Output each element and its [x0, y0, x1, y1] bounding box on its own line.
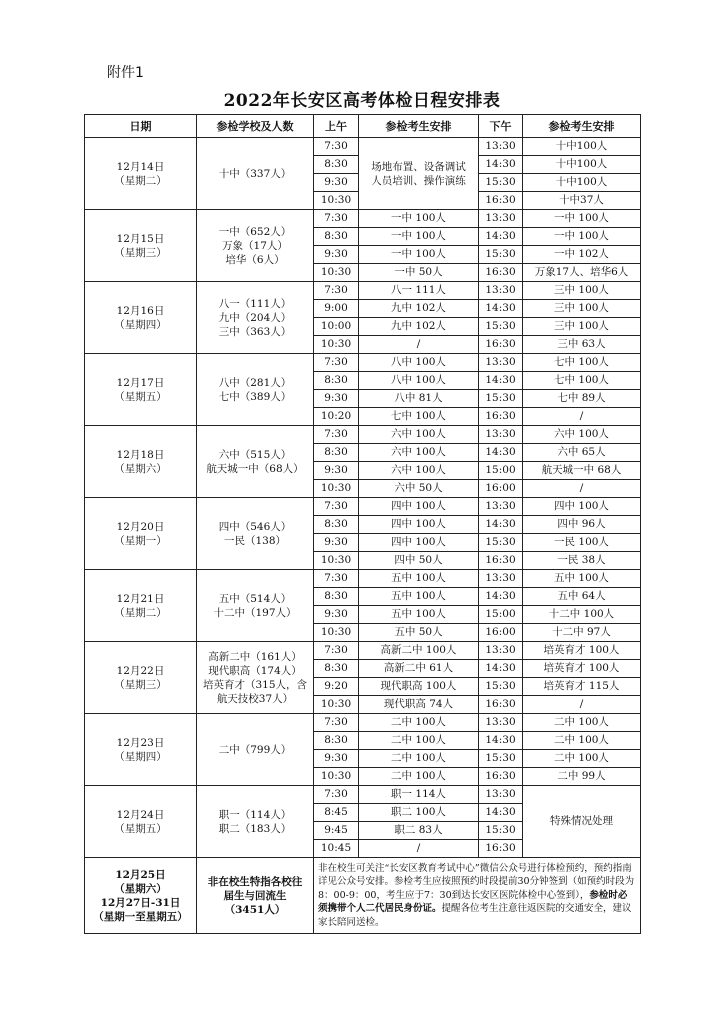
- pm-time: 15:00: [479, 606, 523, 624]
- pm-time: 16:30: [479, 840, 523, 858]
- pm-arrangement: 三中 100人: [523, 300, 641, 318]
- date: 12月18日: [116, 448, 165, 461]
- am-arrangement: 六中 100人: [359, 462, 479, 480]
- am-time: 8:30: [314, 516, 359, 534]
- date: 12月23日: [116, 736, 165, 749]
- table-row: [85, 426, 641, 444]
- last-count: （3451人）: [224, 903, 286, 916]
- schools-cell: [197, 282, 314, 354]
- pm-time: 14:30: [479, 372, 523, 390]
- pm-arrangement: 一民 100人: [523, 534, 641, 552]
- schools-cell: [197, 138, 314, 210]
- am-time: 9:00: [314, 300, 359, 318]
- schools-cell: [197, 426, 314, 498]
- table-row: [85, 714, 641, 732]
- pm-arrangement: 航天城一中 68人: [523, 462, 641, 480]
- am-time: 8:45: [314, 804, 359, 822]
- school-entry: 万象（17人）: [222, 239, 288, 252]
- school-entry: 一民（138）: [223, 534, 287, 547]
- date-cell: [85, 786, 197, 858]
- pm-time: 14:30: [479, 156, 523, 174]
- date: 12月24日: [116, 808, 165, 821]
- am-time: 10:45: [314, 840, 359, 858]
- school-entry: 五中（514人）: [218, 592, 292, 605]
- last-date2: 12月27日-31日: [100, 896, 181, 909]
- pm-time: 13:30: [479, 714, 523, 732]
- pm-time: 16:00: [479, 624, 523, 642]
- note-part-c: 提醒各位考生注意往返医院的交通安全，建议家长陪同送检。: [318, 903, 632, 928]
- pm-arrangement: 四中 100人: [523, 498, 641, 516]
- am-arrangement: 职二 83人: [359, 822, 479, 840]
- am-arrangement: 五中 100人: [359, 606, 479, 624]
- table-row: [85, 138, 641, 156]
- pm-time: 16:30: [479, 696, 523, 714]
- pm-merged-note: 特殊情况处理: [523, 786, 641, 858]
- am-time: 10:30: [314, 264, 359, 282]
- pm-time: 14:30: [479, 804, 523, 822]
- pm-time: 15:30: [479, 174, 523, 192]
- am-time: 8:30: [314, 732, 359, 750]
- am-time: 9:30: [314, 462, 359, 480]
- pm-arrangement: 十中100人: [523, 156, 641, 174]
- am-time: 7:30: [314, 210, 359, 228]
- weekday: （星期五）: [114, 822, 167, 835]
- school-entry: 七中（389人）: [218, 390, 292, 403]
- pm-arrangement: 二中 99人: [523, 768, 641, 786]
- am-time: 9:30: [314, 174, 359, 192]
- date: 12月20日: [116, 520, 165, 533]
- pm-arrangement: 培英育才 115人: [523, 678, 641, 696]
- table-row: [85, 354, 641, 372]
- pm-arrangement: 一中 100人: [523, 228, 641, 246]
- am-arrangement: 现代职高 100人: [359, 678, 479, 696]
- pm-arrangement: 万象17人、培华6人: [523, 264, 641, 282]
- am-time: 9:30: [314, 246, 359, 264]
- am-arrangement: 职一 114人: [359, 786, 479, 804]
- am-arrangement: 一中 50人: [359, 264, 479, 282]
- schools-cell: [197, 714, 314, 786]
- am-arrangement: 六中 100人: [359, 426, 479, 444]
- am-arrangement: 九中 102人: [359, 300, 479, 318]
- am-arrangement: 高新二中 100人: [359, 642, 479, 660]
- school-entry: 十中（337人）: [218, 167, 292, 180]
- am-time: 10:30: [314, 480, 359, 498]
- am-arrangement: 四中 100人: [359, 498, 479, 516]
- pm-time: 13:30: [479, 642, 523, 660]
- header-row: [85, 115, 641, 138]
- pm-arrangement: 二中 100人: [523, 750, 641, 768]
- school-entry: 高新二中（161人）: [208, 650, 302, 663]
- pm-time: 16:30: [479, 264, 523, 282]
- pm-time: 15:30: [479, 318, 523, 336]
- header-date: 日期: [85, 115, 197, 138]
- header-am-arrangement: 参检考生安排: [359, 115, 479, 138]
- school-entry: 四中（546人）: [218, 520, 292, 533]
- date: 12月14日: [116, 160, 165, 173]
- am-time: 10:00: [314, 318, 359, 336]
- am-time: 8:30: [314, 372, 359, 390]
- header-pm: 下午: [479, 115, 523, 138]
- pm-arrangement: /: [523, 408, 641, 426]
- pm-arrangement: 一中 102人: [523, 246, 641, 264]
- school-entry: 六中（515人）: [218, 448, 292, 461]
- school-entry: 十二中（197人）: [213, 606, 297, 619]
- school-entry: 航天技校37人）: [216, 692, 294, 705]
- am-arrangement: 六中 100人: [359, 444, 479, 462]
- am-arrangement: 五中 100人: [359, 570, 479, 588]
- am-time: 7:30: [314, 426, 359, 444]
- table-row: [85, 570, 641, 588]
- date-cell: [85, 714, 197, 786]
- pm-time: 13:30: [479, 210, 523, 228]
- weekday: （星期五）: [114, 390, 167, 403]
- am-arrangement: 四中 100人: [359, 534, 479, 552]
- pm-time: 14:30: [479, 588, 523, 606]
- last-date-cell: [85, 858, 197, 934]
- am-time: 8:30: [314, 228, 359, 246]
- pm-time: 15:00: [479, 462, 523, 480]
- schools-cell: [197, 570, 314, 642]
- am-time: 8:30: [314, 660, 359, 678]
- weekday: （星期三）: [114, 678, 167, 691]
- am-arrangement: 高新二中 61人: [359, 660, 479, 678]
- am-arrangement: 二中 100人: [359, 714, 479, 732]
- pm-time: 14:30: [479, 444, 523, 462]
- schools-cell: [197, 498, 314, 570]
- last-weekday1: （星期六）: [114, 882, 167, 895]
- weekday: （星期四）: [114, 318, 167, 331]
- am-time: 7:30: [314, 714, 359, 732]
- pm-arrangement: 十二中 100人: [523, 606, 641, 624]
- pm-time: 15:30: [479, 822, 523, 840]
- am-arrangement: 一中 100人: [359, 210, 479, 228]
- header-am: 上午: [314, 115, 359, 138]
- am-arrangement: /: [359, 840, 479, 858]
- date-cell: [85, 138, 197, 210]
- pm-time: 15:30: [479, 678, 523, 696]
- school-entry: 培华（6人）: [225, 253, 285, 266]
- am-time: 9:45: [314, 822, 359, 840]
- am-time: 9:30: [314, 534, 359, 552]
- pm-time: 16:30: [479, 768, 523, 786]
- pm-arrangement: 三中 63人: [523, 336, 641, 354]
- am-arrangement: 八一 111人: [359, 282, 479, 300]
- am-arrangement: 五中 100人: [359, 588, 479, 606]
- am-time: 7:30: [314, 642, 359, 660]
- date-cell: [85, 498, 197, 570]
- last-note-cell: [314, 858, 641, 934]
- pm-time: 15:30: [479, 750, 523, 768]
- am-time: 7:30: [314, 570, 359, 588]
- weekday: （星期四）: [114, 750, 167, 763]
- pm-arrangement: /: [523, 696, 641, 714]
- am-time: 10:30: [314, 336, 359, 354]
- pm-arrangement: 三中 100人: [523, 318, 641, 336]
- am-time: 8:30: [314, 444, 359, 462]
- am-time: 8:30: [314, 156, 359, 174]
- pm-arrangement: 十中100人: [523, 174, 641, 192]
- am-arrangement: 九中 102人: [359, 318, 479, 336]
- pm-time: 13:30: [479, 498, 523, 516]
- pm-time: 13:30: [479, 138, 523, 156]
- am-arrangement: 现代职高 74人: [359, 696, 479, 714]
- am-time: 10:30: [314, 552, 359, 570]
- am-time: 10:20: [314, 408, 359, 426]
- school-entry: 培英育才（315人，含: [202, 678, 308, 691]
- header-schools: 参检学校及人数: [197, 115, 314, 138]
- am-arrangement: 八中 100人: [359, 372, 479, 390]
- weekday: （星期二）: [114, 606, 167, 619]
- pm-time: 16:30: [479, 192, 523, 210]
- school-entry: 八一（111人）: [218, 297, 292, 310]
- weekday: （星期二）: [114, 174, 167, 187]
- school-entry: 二中（799人）: [218, 743, 292, 756]
- date-cell: [85, 426, 197, 498]
- pm-arrangement: 六中 65人: [523, 444, 641, 462]
- date-cell: [85, 642, 197, 714]
- pm-time: 14:30: [479, 660, 523, 678]
- school-entry: 一中（652人）: [218, 225, 292, 238]
- pm-time: 16:30: [479, 408, 523, 426]
- schools-cell: [197, 642, 314, 714]
- pm-time: 14:30: [479, 300, 523, 318]
- am-time: 10:30: [314, 192, 359, 210]
- am-time: 10:30: [314, 768, 359, 786]
- am-arrangement: 四中 100人: [359, 516, 479, 534]
- table-row: [85, 210, 641, 228]
- schedule-table: [84, 114, 641, 934]
- pm-arrangement: 培英育才 100人: [523, 660, 641, 678]
- pm-time: 16:00: [479, 480, 523, 498]
- pm-time: 14:30: [479, 732, 523, 750]
- schools-cell: [197, 354, 314, 426]
- am-arrangement: 二中 100人: [359, 732, 479, 750]
- pm-arrangement: 三中 100人: [523, 282, 641, 300]
- pm-time: 13:30: [479, 786, 523, 804]
- am-arrangement: 职二 100人: [359, 804, 479, 822]
- pm-arrangement: 二中 100人: [523, 732, 641, 750]
- schools-cell: [197, 210, 314, 282]
- pm-arrangement: 六中 100人: [523, 426, 641, 444]
- last-row: [85, 858, 641, 934]
- date: 12月17日: [116, 376, 165, 389]
- pm-time: 13:30: [479, 570, 523, 588]
- pm-arrangement: 培英育才 100人: [523, 642, 641, 660]
- pm-arrangement: 一民 38人: [523, 552, 641, 570]
- last-group-cell: [197, 858, 314, 934]
- am-arrangement: 一中 100人: [359, 246, 479, 264]
- school-entry: 职二（183人）: [218, 822, 292, 835]
- am-arrangement: 八中 100人: [359, 354, 479, 372]
- annex-label: 附件1: [107, 65, 144, 81]
- note-part-b: 参检时必须携带个人二代居民身份证。: [318, 889, 628, 915]
- pm-arrangement: 五中 64人: [523, 588, 641, 606]
- am-arrangement: /: [359, 336, 479, 354]
- weekday: （星期一）: [114, 534, 167, 547]
- school-entry: 航天城一中（68人）: [206, 462, 304, 475]
- date: 12月15日: [116, 232, 165, 245]
- last-weekday2: （星期一至星期五）: [93, 910, 188, 923]
- school-entry: 九中（204人）: [218, 311, 292, 324]
- pm-arrangement: /: [523, 480, 641, 498]
- am-time: 10:30: [314, 696, 359, 714]
- pm-time: 16:30: [479, 552, 523, 570]
- pm-arrangement: 十二中 97人: [523, 624, 641, 642]
- pm-time: 13:30: [479, 282, 523, 300]
- date-cell: [85, 210, 197, 282]
- am-time: 10:30: [314, 624, 359, 642]
- am-arrangement: 六中 50人: [359, 480, 479, 498]
- am-time: 8:30: [314, 588, 359, 606]
- pm-arrangement: 十中100人: [523, 138, 641, 156]
- table-row: [85, 498, 641, 516]
- weekday: （星期三）: [114, 246, 167, 259]
- pm-time: 13:30: [479, 354, 523, 372]
- date: 12月16日: [116, 304, 165, 317]
- pm-time: 15:30: [479, 246, 523, 264]
- last-group: 非在校生特指各校往届生与回流生: [207, 875, 303, 902]
- pm-arrangement: 七中 100人: [523, 372, 641, 390]
- am-time: 9:30: [314, 390, 359, 408]
- am-arrangement: 八中 81人: [359, 390, 479, 408]
- am-arrangement: 二中 100人: [359, 768, 479, 786]
- am-time: 7:30: [314, 138, 359, 156]
- school-entry: 三中（363人）: [218, 325, 292, 338]
- pm-time: 13:30: [479, 426, 523, 444]
- school-entry: 现代职高（174人）: [208, 664, 302, 677]
- am-arrangement: 五中 50人: [359, 624, 479, 642]
- date-cell: [85, 354, 197, 426]
- school-entry: 八中（281人）: [218, 376, 292, 389]
- pm-time: 14:30: [479, 228, 523, 246]
- pm-arrangement: 四中 96人: [523, 516, 641, 534]
- am-arrangement: 一中 100人: [359, 228, 479, 246]
- date: 12月21日: [116, 592, 165, 605]
- am-merged-note: 场地布置、设备调试人员培训、操作演练: [359, 138, 479, 210]
- am-time: 9:20: [314, 678, 359, 696]
- am-time: 7:30: [314, 282, 359, 300]
- table-row: [85, 282, 641, 300]
- last-date1: 12月25日: [115, 868, 166, 881]
- schools-cell: [197, 786, 314, 858]
- table-row: [85, 642, 641, 660]
- am-time: 7:30: [314, 786, 359, 804]
- date-cell: [85, 282, 197, 354]
- pm-arrangement: 五中 100人: [523, 570, 641, 588]
- pm-arrangement: 二中 100人: [523, 714, 641, 732]
- schedule-body: [85, 138, 641, 934]
- school-entry: 职一（114人）: [218, 808, 292, 821]
- pm-time: 14:30: [479, 516, 523, 534]
- am-time: 9:30: [314, 606, 359, 624]
- am-arrangement: 四中 50人: [359, 552, 479, 570]
- am-arrangement: 二中 100人: [359, 750, 479, 768]
- am-time: 9:30: [314, 750, 359, 768]
- pm-time: 16:30: [479, 336, 523, 354]
- pm-arrangement: 七中 100人: [523, 354, 641, 372]
- pm-arrangement: 七中 89人: [523, 390, 641, 408]
- am-arrangement: 七中 100人: [359, 408, 479, 426]
- pm-time: 15:30: [479, 390, 523, 408]
- weekday: （星期六）: [114, 462, 167, 475]
- table-row: [85, 786, 641, 804]
- page-title: 2022年长安区高考体检日程安排表: [223, 91, 501, 111]
- pm-arrangement: 一中 100人: [523, 210, 641, 228]
- am-time: 7:30: [314, 354, 359, 372]
- note-part-a: 非在校生可关注“长安区教育考试中心”微信公众号进行体检预约，预约指南详见公众号安排。参检考生应按照预约时段提前30分钟签到（如预约时段为8：00-9：00，考生应于7：30到达长安区医院体检中心签到），: [318, 862, 635, 901]
- am-time: 7:30: [314, 498, 359, 516]
- date: 12月22日: [116, 664, 165, 677]
- pm-arrangement: 十中37人: [523, 192, 641, 210]
- header-pm-arrangement: 参检考生安排: [523, 115, 641, 138]
- date-cell: [85, 570, 197, 642]
- pm-time: 15:30: [479, 534, 523, 552]
